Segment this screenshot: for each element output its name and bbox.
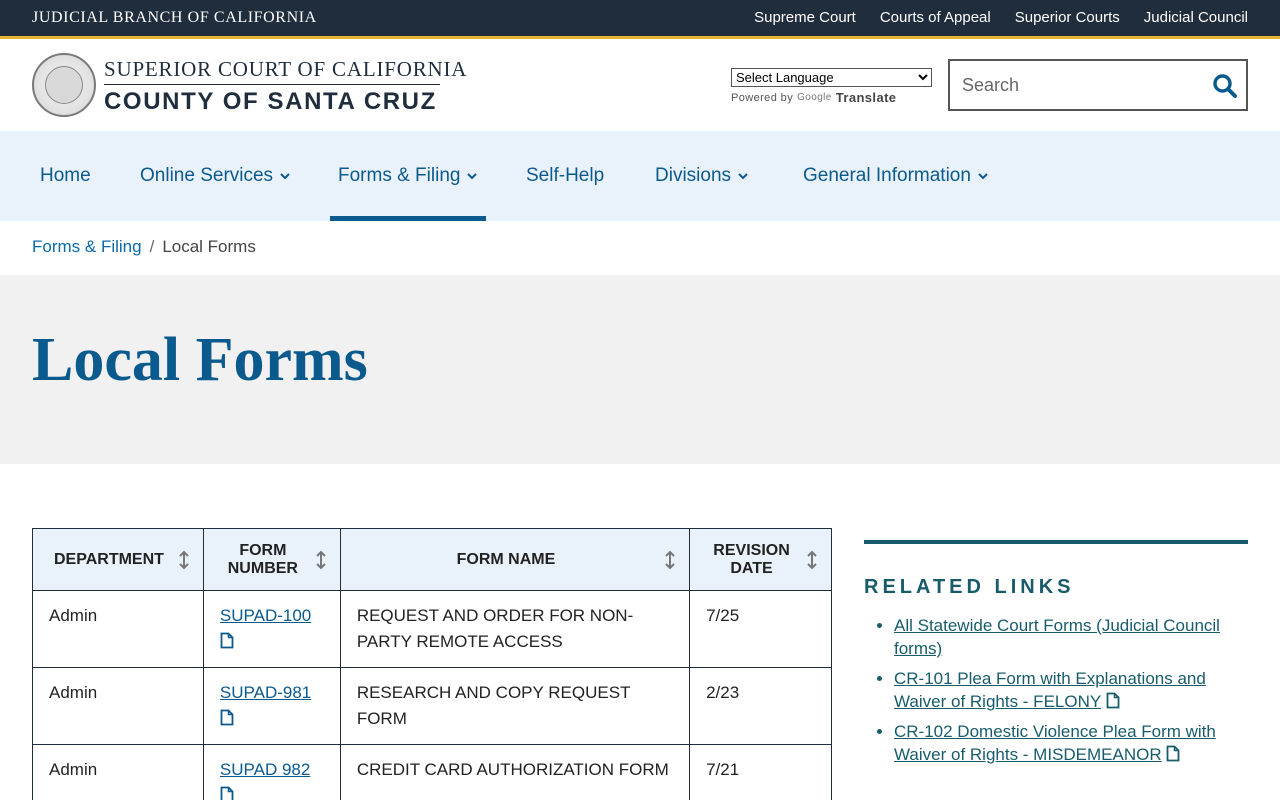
related-links-list (864, 614, 1248, 766)
table-row (33, 745, 832, 800)
translate-link[interactable]: Translate (835, 90, 897, 105)
cell-department: Admin (33, 591, 204, 668)
column-header-label: DEPARTMENT (54, 550, 164, 568)
nav-item-label: Self-Help (526, 165, 605, 186)
cell-form-number (203, 745, 340, 800)
related-link-cr-102[interactable]: CR-102 Domestic Violence Plea Form with Waiver of Rights - MISDEMEANOR (894, 722, 1216, 764)
breadcrumb-separator: / (149, 237, 155, 256)
cell-revision-date: 2/23 (690, 668, 832, 745)
document-icon[interactable] (220, 632, 234, 649)
form-number-link[interactable]: SUPAD 982 (219, 760, 311, 779)
cell-form-name: RESEARCH AND COPY REQUEST FORM (340, 668, 689, 745)
top-utility-bar (0, 0, 1280, 36)
breadcrumb-current: Local Forms (162, 237, 256, 256)
cell-form-name: CREDIT CARD AUTHORIZATION FORM (340, 745, 689, 800)
search-input[interactable] (962, 73, 1202, 97)
column-header-department[interactable] (33, 529, 204, 591)
language-select[interactable] (731, 68, 932, 87)
breadcrumb (32, 237, 256, 257)
seal-center (45, 66, 83, 104)
court-seal-logo[interactable] (32, 53, 96, 117)
google-logo-text: Google (797, 92, 832, 103)
chevron-down-icon (466, 170, 478, 182)
nav-item-general-information[interactable] (803, 131, 989, 221)
top-links (754, 9, 1248, 26)
main-navigation (0, 131, 1280, 221)
related-links-title: RELATED LINKS (864, 576, 1075, 598)
related-link-cr-101[interactable]: CR-101 Plea Form with Explanations and Waiver of Rights - FELONY (894, 669, 1206, 711)
column-header-label: FORM NAME (456, 550, 556, 568)
column-header-label: REVISION DATE (713, 541, 790, 577)
site-header (0, 39, 1280, 131)
powered-by-label: Powered by (731, 91, 794, 104)
nav-active-indicator (330, 216, 486, 221)
document-icon[interactable] (220, 709, 234, 726)
nav-item-label: Online Services (140, 165, 274, 186)
cell-department: Admin (33, 745, 204, 800)
chevron-down-icon (977, 170, 989, 182)
document-icon (1166, 745, 1180, 762)
column-header-form-number[interactable] (203, 529, 340, 591)
powered-by-google-translate (731, 90, 896, 105)
table-row (33, 668, 832, 745)
form-number-link[interactable]: SUPAD-981 (219, 683, 312, 702)
document-icon[interactable] (220, 786, 234, 800)
nav-item-label: Home (40, 165, 91, 186)
related-link-statewide-forms[interactable]: All Statewide Court Forms (Judicial Council forms) (894, 616, 1220, 658)
list-item (894, 667, 1248, 713)
judicial-branch-title[interactable]: JUDICIAL BRANCH OF CALIFORNIA (32, 9, 317, 26)
local-forms-table (32, 528, 832, 800)
column-header-label: FORM NUMBER (227, 541, 298, 577)
nav-item-home[interactable] (40, 131, 91, 221)
form-number-link[interactable]: SUPAD-100 (219, 606, 312, 625)
table-row (33, 591, 832, 668)
court-name-line2[interactable]: COUNTY OF SANTA CRUZ (104, 88, 437, 115)
search-icon[interactable] (1212, 73, 1238, 99)
nav-item-divisions[interactable] (655, 131, 749, 221)
sort-icon[interactable] (805, 550, 819, 570)
top-link-superior-courts[interactable]: Superior Courts (1014, 9, 1120, 26)
nav-item-online-services[interactable] (140, 131, 291, 221)
nav-item-label: Divisions (655, 165, 732, 186)
top-link-judicial-council[interactable]: Judicial Council (1143, 9, 1248, 26)
cell-form-name: REQUEST AND ORDER FOR NON-PARTY REMOTE ACCESS (340, 591, 689, 668)
sort-icon[interactable] (314, 550, 328, 570)
column-header-revision-date[interactable] (690, 529, 832, 591)
nav-item-label: Forms & Filing (338, 165, 461, 186)
chevron-down-icon (279, 170, 291, 182)
page-title: Local Forms (32, 326, 368, 394)
nav-item-self-help[interactable] (526, 131, 604, 221)
nav-item-forms-filing[interactable] (338, 131, 478, 221)
document-icon (1106, 692, 1120, 709)
sort-icon[interactable] (177, 550, 191, 570)
breadcrumb-forms-filing[interactable]: Forms & Filing (32, 237, 142, 256)
court-name-line1[interactable]: SUPERIOR COURT OF CALIFORNIA (104, 57, 468, 81)
column-header-form-name[interactable] (340, 529, 689, 591)
top-link-courts-of-appeal[interactable]: Courts of Appeal (879, 9, 991, 26)
logo-divider (104, 84, 440, 85)
nav-item-label: General Information (803, 165, 971, 186)
page-hero (0, 275, 1280, 464)
cell-form-number (203, 668, 340, 745)
cell-revision-date: 7/25 (690, 591, 832, 668)
search-box (948, 59, 1248, 111)
sort-icon[interactable] (663, 550, 677, 570)
related-links-panel (864, 540, 1248, 773)
top-link-supreme-court[interactable]: Supreme Court (754, 9, 856, 26)
cell-department: Admin (33, 668, 204, 745)
list-item (894, 720, 1248, 766)
cell-form-number (203, 591, 340, 668)
table-header-row (33, 529, 832, 591)
chevron-down-icon (737, 170, 749, 182)
list-item (894, 614, 1248, 660)
cell-revision-date: 7/21 (690, 745, 832, 800)
